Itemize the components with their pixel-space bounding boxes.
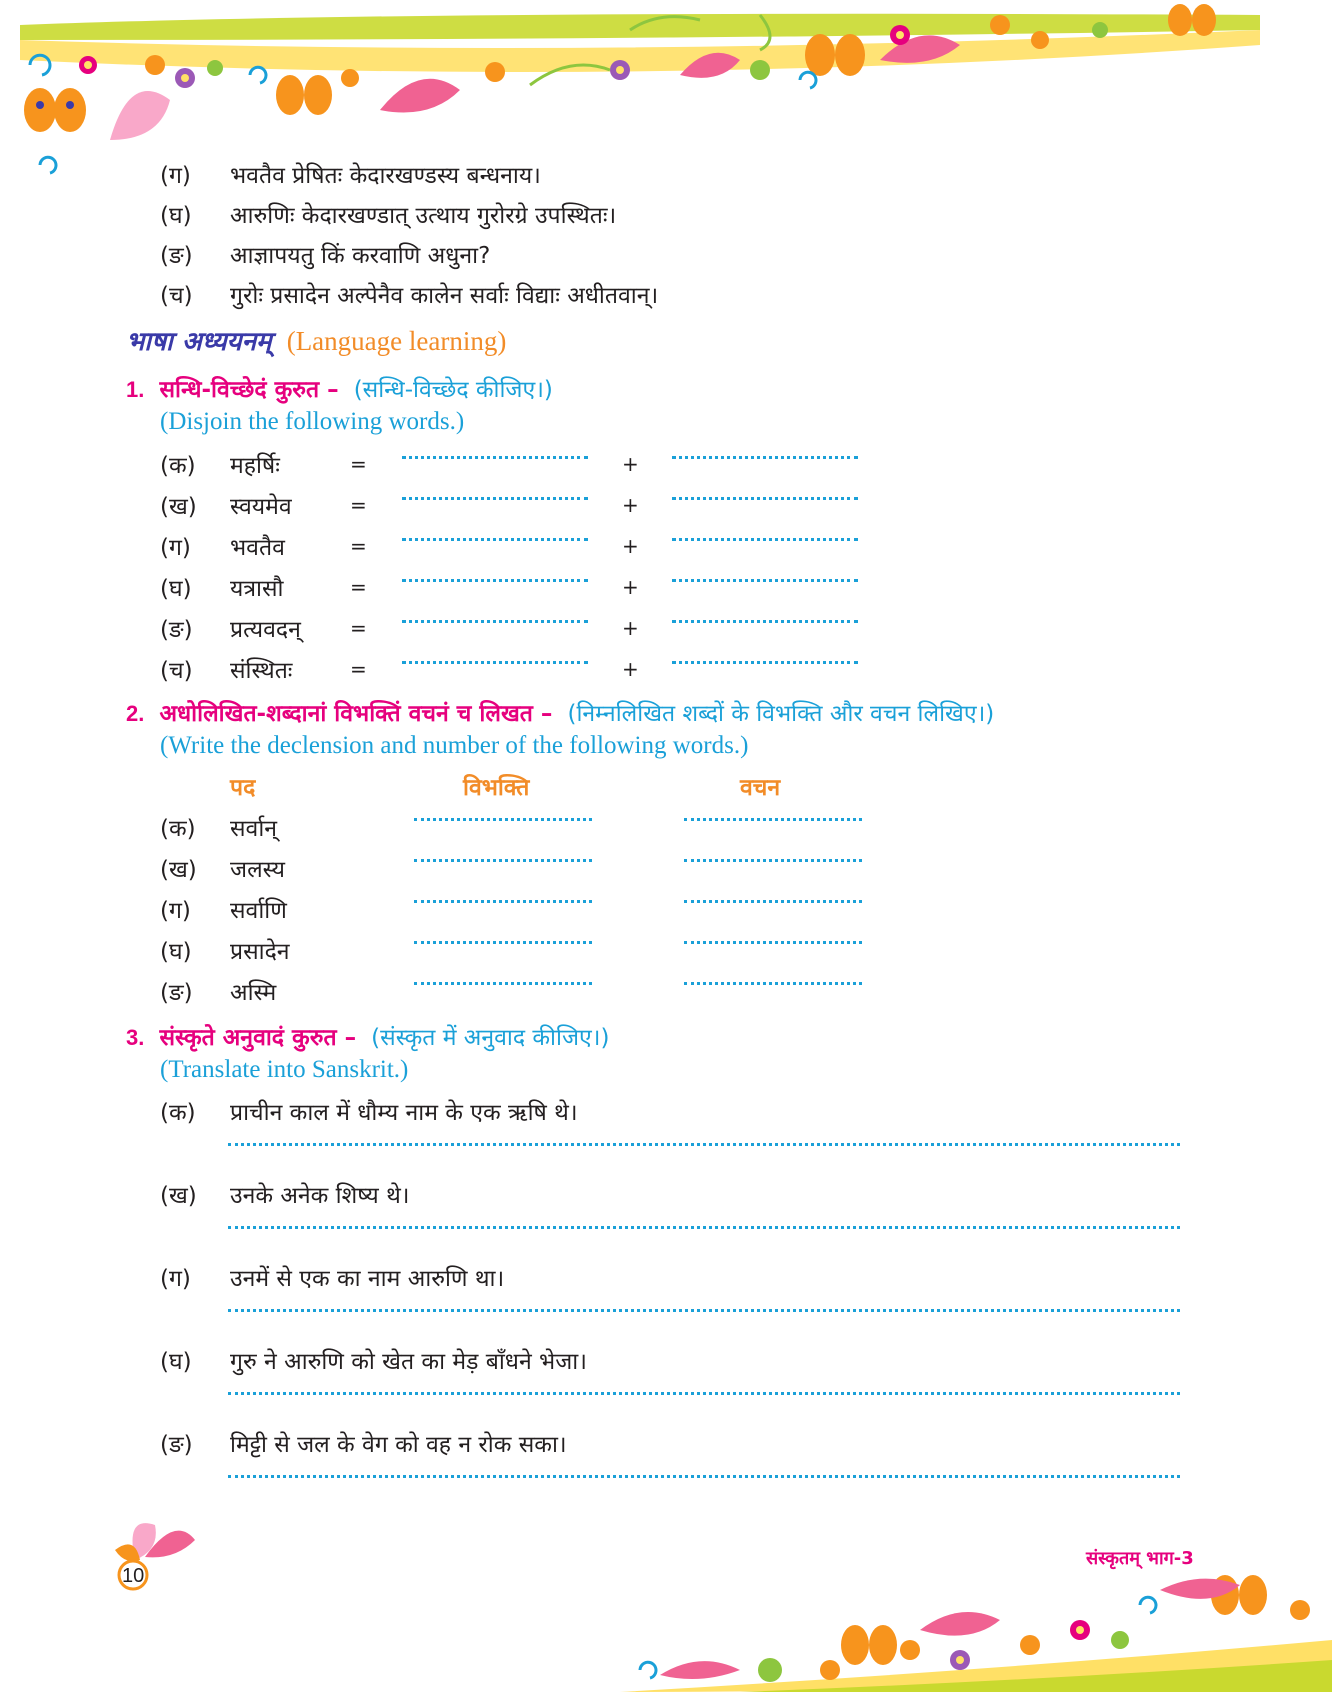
translation-blank[interactable] [228, 1226, 1180, 1229]
plus-sign: + [622, 534, 639, 558]
q2-marker: (क) [160, 816, 196, 842]
plus-sign: + [622, 493, 639, 517]
item-text: आज्ञापयतु किं करवाणि अधुना? [230, 243, 491, 269]
vachan-blank[interactable] [684, 982, 862, 985]
q1-marker: (घ) [160, 576, 192, 602]
q3-sentence: प्राचीन काल में धौम्य नाम के एक ऋषि थे। [230, 1100, 578, 1126]
answer-blank[interactable] [402, 579, 588, 582]
q3-marker: (क) [160, 1100, 196, 1126]
question-number: 3. [126, 1025, 145, 1050]
q3-marker: (ग) [160, 1266, 191, 1292]
page-number: 10 [122, 1565, 145, 1587]
item-text: भवतैव प्रेषितः केदारखण्डस्य बन्धनाय। [230, 163, 541, 189]
vachan-blank[interactable] [684, 900, 862, 903]
translation-blank[interactable] [228, 1143, 1180, 1146]
q2-word: प्रसादेन [230, 939, 290, 965]
question-english: (Disjoin the following words.) [160, 408, 465, 435]
vibhakti-blank[interactable] [414, 900, 592, 903]
item-text: आरुणिः केदारखण्डात् उत्थाय गुरोरग्रे उपस्थितः। [230, 203, 617, 229]
equals-sign: = [350, 575, 367, 599]
q2-word: अस्मि [230, 980, 277, 1006]
answer-blank[interactable] [402, 661, 588, 664]
page-number-decoration [105, 1505, 205, 1595]
equals-sign: = [350, 452, 367, 476]
question-title: अधोलिखित-शब्दानां विभक्तिं वचनं च लिखत – [159, 701, 553, 727]
plus-sign: + [622, 575, 639, 599]
question-english: (Translate into Sanskrit.) [160, 1056, 409, 1083]
q3-marker: (ङ) [160, 1432, 193, 1458]
column-header-vibhakti: विभक्ति [463, 775, 530, 801]
question-heading [126, 696, 994, 728]
q1-marker: (ख) [160, 494, 197, 520]
plus-sign: + [622, 657, 639, 681]
q2-word: सर्वान् [230, 816, 278, 842]
q1-word: भवतैव [230, 535, 285, 561]
q1-word: यत्रासौ [230, 576, 284, 602]
q1-word: संस्थितः [230, 658, 293, 684]
flower-icon [990, 15, 1010, 35]
list-item [160, 158, 541, 190]
flower-icon [1031, 31, 1049, 49]
question-title: सन्धि-विच्छेदं कुरुत – [159, 377, 339, 403]
question-hint: (सन्धि-विच्छेद कीजिए।) [353, 377, 553, 403]
vibhakti-blank[interactable] [414, 818, 592, 821]
bottom-floral-border [600, 1570, 1332, 1692]
question-heading [126, 372, 553, 404]
butterfly-icon [841, 1625, 897, 1665]
equals-sign: = [350, 493, 367, 517]
q2-word: सर्वाणि [230, 898, 287, 924]
translation-blank[interactable] [228, 1475, 1180, 1478]
answer-blank[interactable] [672, 538, 858, 541]
petal-icon [660, 1661, 740, 1679]
butterfly-icon [805, 34, 865, 76]
vibhakti-blank[interactable] [414, 941, 592, 944]
column-header-vachan: वचन [740, 775, 781, 801]
q1-word: स्वयमेव [230, 494, 292, 520]
vachan-blank[interactable] [684, 941, 862, 944]
answer-blank[interactable] [672, 620, 858, 623]
flower-icon [900, 1640, 920, 1660]
flower-icon [485, 62, 505, 82]
q3-sentence: उनके अनेक शिष्य थे। [230, 1183, 410, 1209]
q3-marker: (ख) [160, 1183, 197, 1209]
butterfly-icon [1168, 4, 1216, 36]
item-marker: (च) [160, 283, 193, 309]
section-heading [126, 322, 506, 358]
book-title: संस्कृतम् भाग-3 [1086, 1548, 1194, 1569]
q1-word: प्रत्यवदन् [230, 617, 301, 643]
butterfly-icon [24, 88, 86, 132]
q1-marker: (ग) [160, 535, 191, 561]
answer-blank[interactable] [402, 538, 588, 541]
butterfly-icon [276, 75, 332, 115]
flower-icon [1020, 1635, 1040, 1655]
top-floral-border [0, 0, 1332, 180]
petal-icon [110, 91, 170, 140]
flower-icon [820, 1660, 840, 1680]
leaf-icon [758, 1658, 782, 1682]
question-english: (Write the declension and number of the following words.) [160, 732, 749, 759]
q2-word: जलस्य [230, 857, 285, 883]
q3-marker: (घ) [160, 1349, 192, 1375]
question-number: 2. [126, 701, 145, 726]
item-marker: (ङ) [160, 243, 193, 269]
q1-marker: (च) [160, 658, 193, 684]
flower-icon [207, 60, 223, 76]
equals-sign: = [350, 657, 367, 681]
vachan-blank[interactable] [684, 818, 862, 821]
equals-sign: = [350, 616, 367, 640]
section-title-en: (Language learning) [286, 326, 507, 356]
list-item [160, 238, 491, 270]
answer-blank[interactable] [402, 497, 588, 500]
plus-sign: + [622, 616, 639, 640]
section-title: भाषा अध्ययनम् [126, 327, 272, 357]
plus-sign: + [622, 452, 639, 476]
q1-marker: (ङ) [160, 617, 193, 643]
equals-sign: = [350, 534, 367, 558]
item-text: गुरोः प्रसादेन अल्पेनैव कालेन सर्वाः विद्याः अधीतवान्। [230, 283, 659, 309]
q3-sentence: गुरु ने आरुणि को खेत का मेड़ बाँधने भेजा। [230, 1349, 587, 1375]
vibhakti-blank[interactable] [414, 859, 592, 862]
q3-sentence: उनमें से एक का नाम आरुणि था। [230, 1266, 505, 1292]
vachan-blank[interactable] [684, 859, 862, 862]
q1-marker: (क) [160, 453, 196, 479]
answer-blank[interactable] [672, 579, 858, 582]
answer-blank[interactable] [672, 661, 858, 664]
translation-blank[interactable] [228, 1309, 1180, 1312]
answer-blank[interactable] [672, 456, 858, 459]
question-hint: (संस्कृत में अनुवाद कीजिए।) [371, 1025, 610, 1051]
flower-icon [1290, 1600, 1310, 1620]
question-number: 1. [126, 377, 145, 402]
question-heading [126, 1020, 609, 1052]
flower-icon [145, 55, 165, 75]
q2-marker: (ख) [160, 857, 197, 883]
flower-icon [750, 60, 770, 80]
flower-icon [341, 69, 359, 87]
column-header-pad: पद [230, 775, 256, 801]
item-marker: (ग) [160, 163, 191, 189]
list-item [160, 278, 659, 310]
q2-marker: (घ) [160, 939, 192, 965]
answer-blank[interactable] [402, 620, 588, 623]
petal-icon [380, 79, 460, 113]
flower-icon [1092, 22, 1108, 38]
question-hint: (निम्नलिखित शब्दों के विभक्ति और वचन लिखिए।) [567, 701, 995, 727]
q3-sentence: मिट्टी से जल के वेग को वह न रोक सका। [230, 1432, 567, 1458]
q2-marker: (ङ) [160, 980, 193, 1006]
petal-icon [920, 1612, 1000, 1636]
translation-blank[interactable] [228, 1392, 1180, 1395]
item-marker: (घ) [160, 203, 192, 229]
question-title: संस्कृते अनुवादं कुरुत – [159, 1025, 357, 1051]
list-item [160, 198, 617, 230]
q2-marker: (ग) [160, 898, 191, 924]
vibhakti-blank[interactable] [414, 982, 592, 985]
flower-icon [1111, 1631, 1129, 1649]
q1-word: महर्षिः [230, 453, 280, 479]
answer-blank[interactable] [672, 497, 858, 500]
answer-blank[interactable] [402, 456, 588, 459]
